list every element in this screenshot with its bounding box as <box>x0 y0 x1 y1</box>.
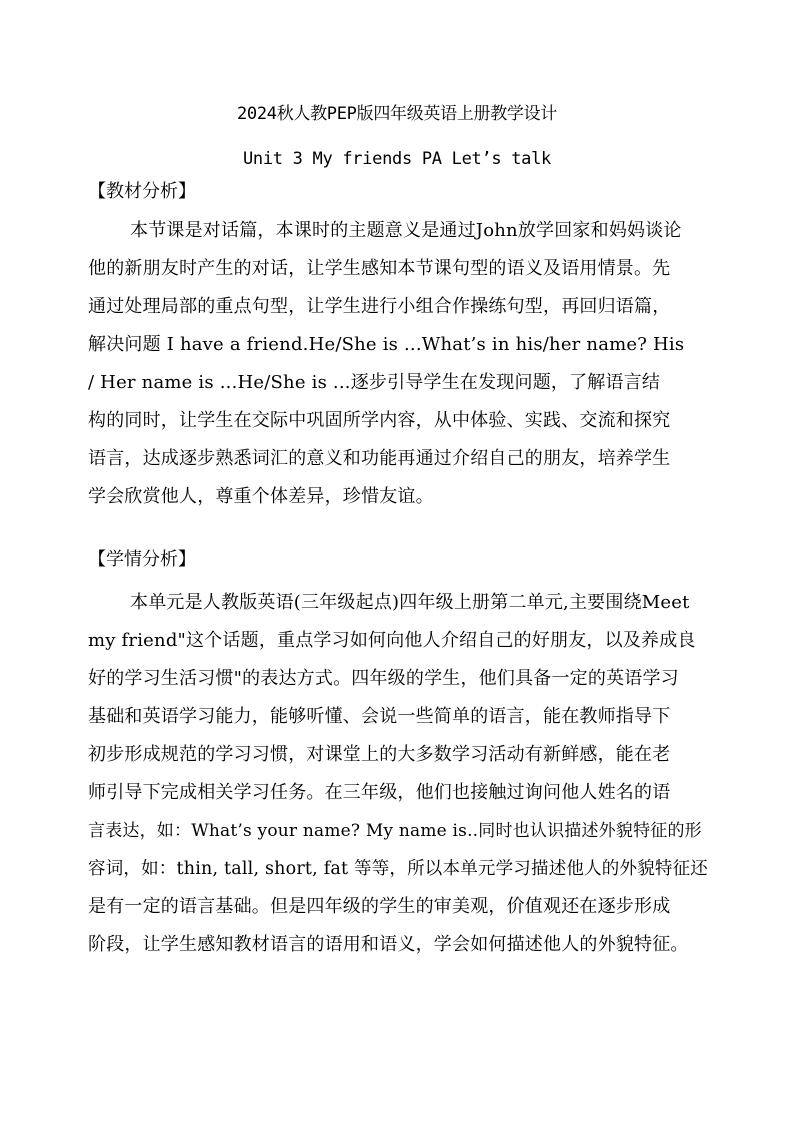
paragraph-line: 是有一定的语言基础。但是四年级的学生的审美观，价值观还在逐步形成 <box>88 896 671 917</box>
paragraph-line: 他的新朋友时产生的对话，让学生感知本节课句型的语义及语用情景。先 <box>88 258 671 279</box>
paragraph-line: 基础和英语学习能力，能够听懂、会说一些简单的语言，能在教师指导下 <box>88 706 671 727</box>
paragraph-line: 通过处理局部的重点句型，让学生进行小组合作操练句型，再回归语篇， <box>88 296 671 317</box>
learner-analysis-section <box>88 548 710 964</box>
paragraph-line: 本单元是人教版英语(三年级起点)四年级上册第二单元,主要围绕Meet <box>130 592 690 613</box>
paragraph-line: 好的学习生活习惯"的表达方式。四年级的学生，他们具备一定的英语学习 <box>88 668 679 689</box>
paragraph-line: 师引导下完成相关学习任务。在三年级，他们也接触过询问他人姓名的语 <box>88 782 671 803</box>
document-title: 2024秋人教PEP版四年级英语上册教学设计 <box>236 104 558 124</box>
textbook-analysis-section <box>88 180 710 516</box>
learner-analysis-body <box>88 584 710 964</box>
paragraph-line: 容词，如：thin, tall, short, fat 等等，所以本单元学习描述他人的外貌特征还 <box>88 859 708 879</box>
paragraph-line: 学会欣赏他人，尊重个体差异，珍惜友谊。 <box>88 486 434 507</box>
paragraph-line: 语言，达成逐步熟悉词汇的意义和功能再通过介绍自己的朋友，培养学生 <box>88 448 671 469</box>
paragraph-line: 言表达，如：What’s your name? My name is..同时也认识描述外貌特征的形 <box>88 821 702 841</box>
paragraph-line: 本节课是对话篇，本课时的主题意义是通过John放学回家和妈妈谈论 <box>130 220 682 241</box>
lesson-subtitle: Unit 3 My friends PA Let’s talk <box>243 149 551 169</box>
paragraph-line: 解决问题 I have a friend.He/She is ...What’s in his/her name? His <box>88 334 685 355</box>
paragraph-line: 阶段，让学生感知教材语言的语用和语义，学会如何描述他人的外貌特征。 <box>88 934 689 955</box>
textbook-analysis-heading: 【教材分析】 <box>88 181 196 202</box>
paragraph-line: 构的同时，让学生在交际中巩固所学内容，从中体验、实践、交流和探究 <box>88 410 671 431</box>
paragraph-line: my friend"这个话题，重点学习如何向他人介绍自己的好朋友，以及养成良 <box>88 630 696 651</box>
paragraph-line: 初步形成规范的学习习惯，对课堂上的大多数学习活动有新鲜感，能在老 <box>88 744 671 765</box>
learner-analysis-heading: 【学情分析】 <box>88 549 196 570</box>
paragraph-line: / Her name is ...He/She is ...逐步引导学生在发现问题，了解语言结 <box>88 372 661 393</box>
textbook-analysis-body <box>88 212 710 516</box>
document-title-block <box>0 103 794 170</box>
